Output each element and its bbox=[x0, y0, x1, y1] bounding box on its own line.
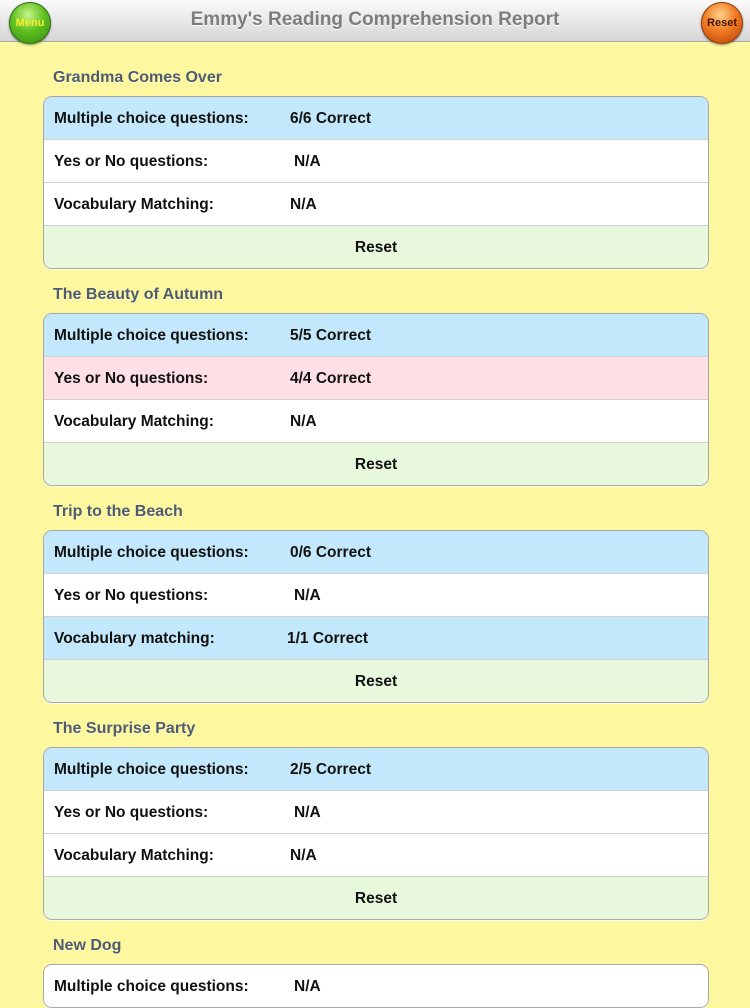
row-score: 1/1 Correct bbox=[287, 630, 368, 647]
row-score: 2/5 Correct bbox=[290, 761, 371, 778]
story-title: The Surprise Party bbox=[53, 720, 196, 737]
row-vocabulary[interactable] bbox=[44, 834, 708, 877]
row-multiple-choice[interactable] bbox=[44, 965, 708, 1007]
story-title: Grandma Comes Over bbox=[53, 69, 222, 86]
row-yes-no[interactable] bbox=[44, 140, 708, 183]
row-label: Yes or No questions: bbox=[54, 804, 209, 821]
reset-button[interactable] bbox=[44, 660, 708, 702]
reset-button[interactable] bbox=[44, 443, 708, 485]
reset-button[interactable] bbox=[44, 877, 708, 919]
reset-button-label: Reset bbox=[354, 456, 398, 473]
row-score: N/A bbox=[290, 196, 317, 213]
story-title: Trip to the Beach bbox=[53, 503, 183, 520]
row-score: N/A bbox=[294, 153, 321, 170]
row-label: Vocabulary matching: bbox=[54, 630, 215, 647]
row-score: 6/6 Correct bbox=[290, 110, 371, 127]
story-group-new-dog bbox=[43, 964, 709, 1008]
row-score: N/A bbox=[290, 413, 317, 430]
row-vocabulary[interactable] bbox=[44, 617, 708, 660]
reset-button-label: Reset bbox=[354, 890, 398, 907]
row-label: Multiple choice questions: bbox=[54, 978, 249, 995]
reset-button-label: Reset bbox=[354, 239, 398, 256]
row-label: Multiple choice questions: bbox=[54, 544, 249, 561]
row-label: Yes or No questions: bbox=[54, 370, 209, 387]
row-label: Vocabulary Matching: bbox=[54, 196, 214, 213]
menu-button[interactable]: Menu bbox=[9, 2, 51, 44]
row-score: 0/6 Correct bbox=[290, 544, 371, 561]
row-multiple-choice[interactable] bbox=[44, 748, 708, 791]
row-score: 4/4 Correct bbox=[290, 370, 371, 387]
row-score: 5/5 Correct bbox=[290, 327, 371, 344]
story-title: The Beauty of Autumn bbox=[53, 286, 224, 303]
row-multiple-choice[interactable] bbox=[44, 531, 708, 574]
story-group-beauty-of-autumn bbox=[43, 313, 709, 486]
row-score: N/A bbox=[294, 804, 321, 821]
row-label: Vocabulary Matching: bbox=[54, 847, 214, 864]
row-score: N/A bbox=[294, 587, 321, 604]
row-label: Vocabulary Matching: bbox=[54, 413, 214, 430]
row-label: Multiple choice questions: bbox=[54, 110, 249, 127]
row-label: Yes or No questions: bbox=[54, 587, 209, 604]
row-label: Multiple choice questions: bbox=[54, 761, 249, 778]
row-vocabulary[interactable] bbox=[44, 183, 708, 226]
story-group-grandma-comes-over bbox=[43, 96, 709, 269]
row-vocabulary[interactable] bbox=[44, 400, 708, 443]
nav-bar bbox=[0, 0, 750, 42]
row-label: Yes or No questions: bbox=[54, 153, 209, 170]
row-score: N/A bbox=[290, 847, 317, 864]
reset-all-button[interactable]: Reset bbox=[701, 2, 743, 44]
row-multiple-choice[interactable] bbox=[44, 97, 708, 140]
reset-button-label: Reset bbox=[354, 673, 398, 690]
row-label: Multiple choice questions: bbox=[54, 327, 249, 344]
reset-button[interactable] bbox=[44, 226, 708, 268]
page-title: Emmy's Reading Comprehension Report bbox=[190, 9, 560, 30]
story-group-surprise-party bbox=[43, 747, 709, 920]
row-yes-no[interactable] bbox=[44, 574, 708, 617]
row-yes-no[interactable] bbox=[44, 357, 708, 400]
row-score: N/A bbox=[294, 978, 321, 995]
story-title: New Dog bbox=[53, 937, 122, 954]
story-group-trip-to-the-beach bbox=[43, 530, 709, 703]
row-yes-no[interactable] bbox=[44, 791, 708, 834]
row-multiple-choice[interactable] bbox=[44, 314, 708, 357]
